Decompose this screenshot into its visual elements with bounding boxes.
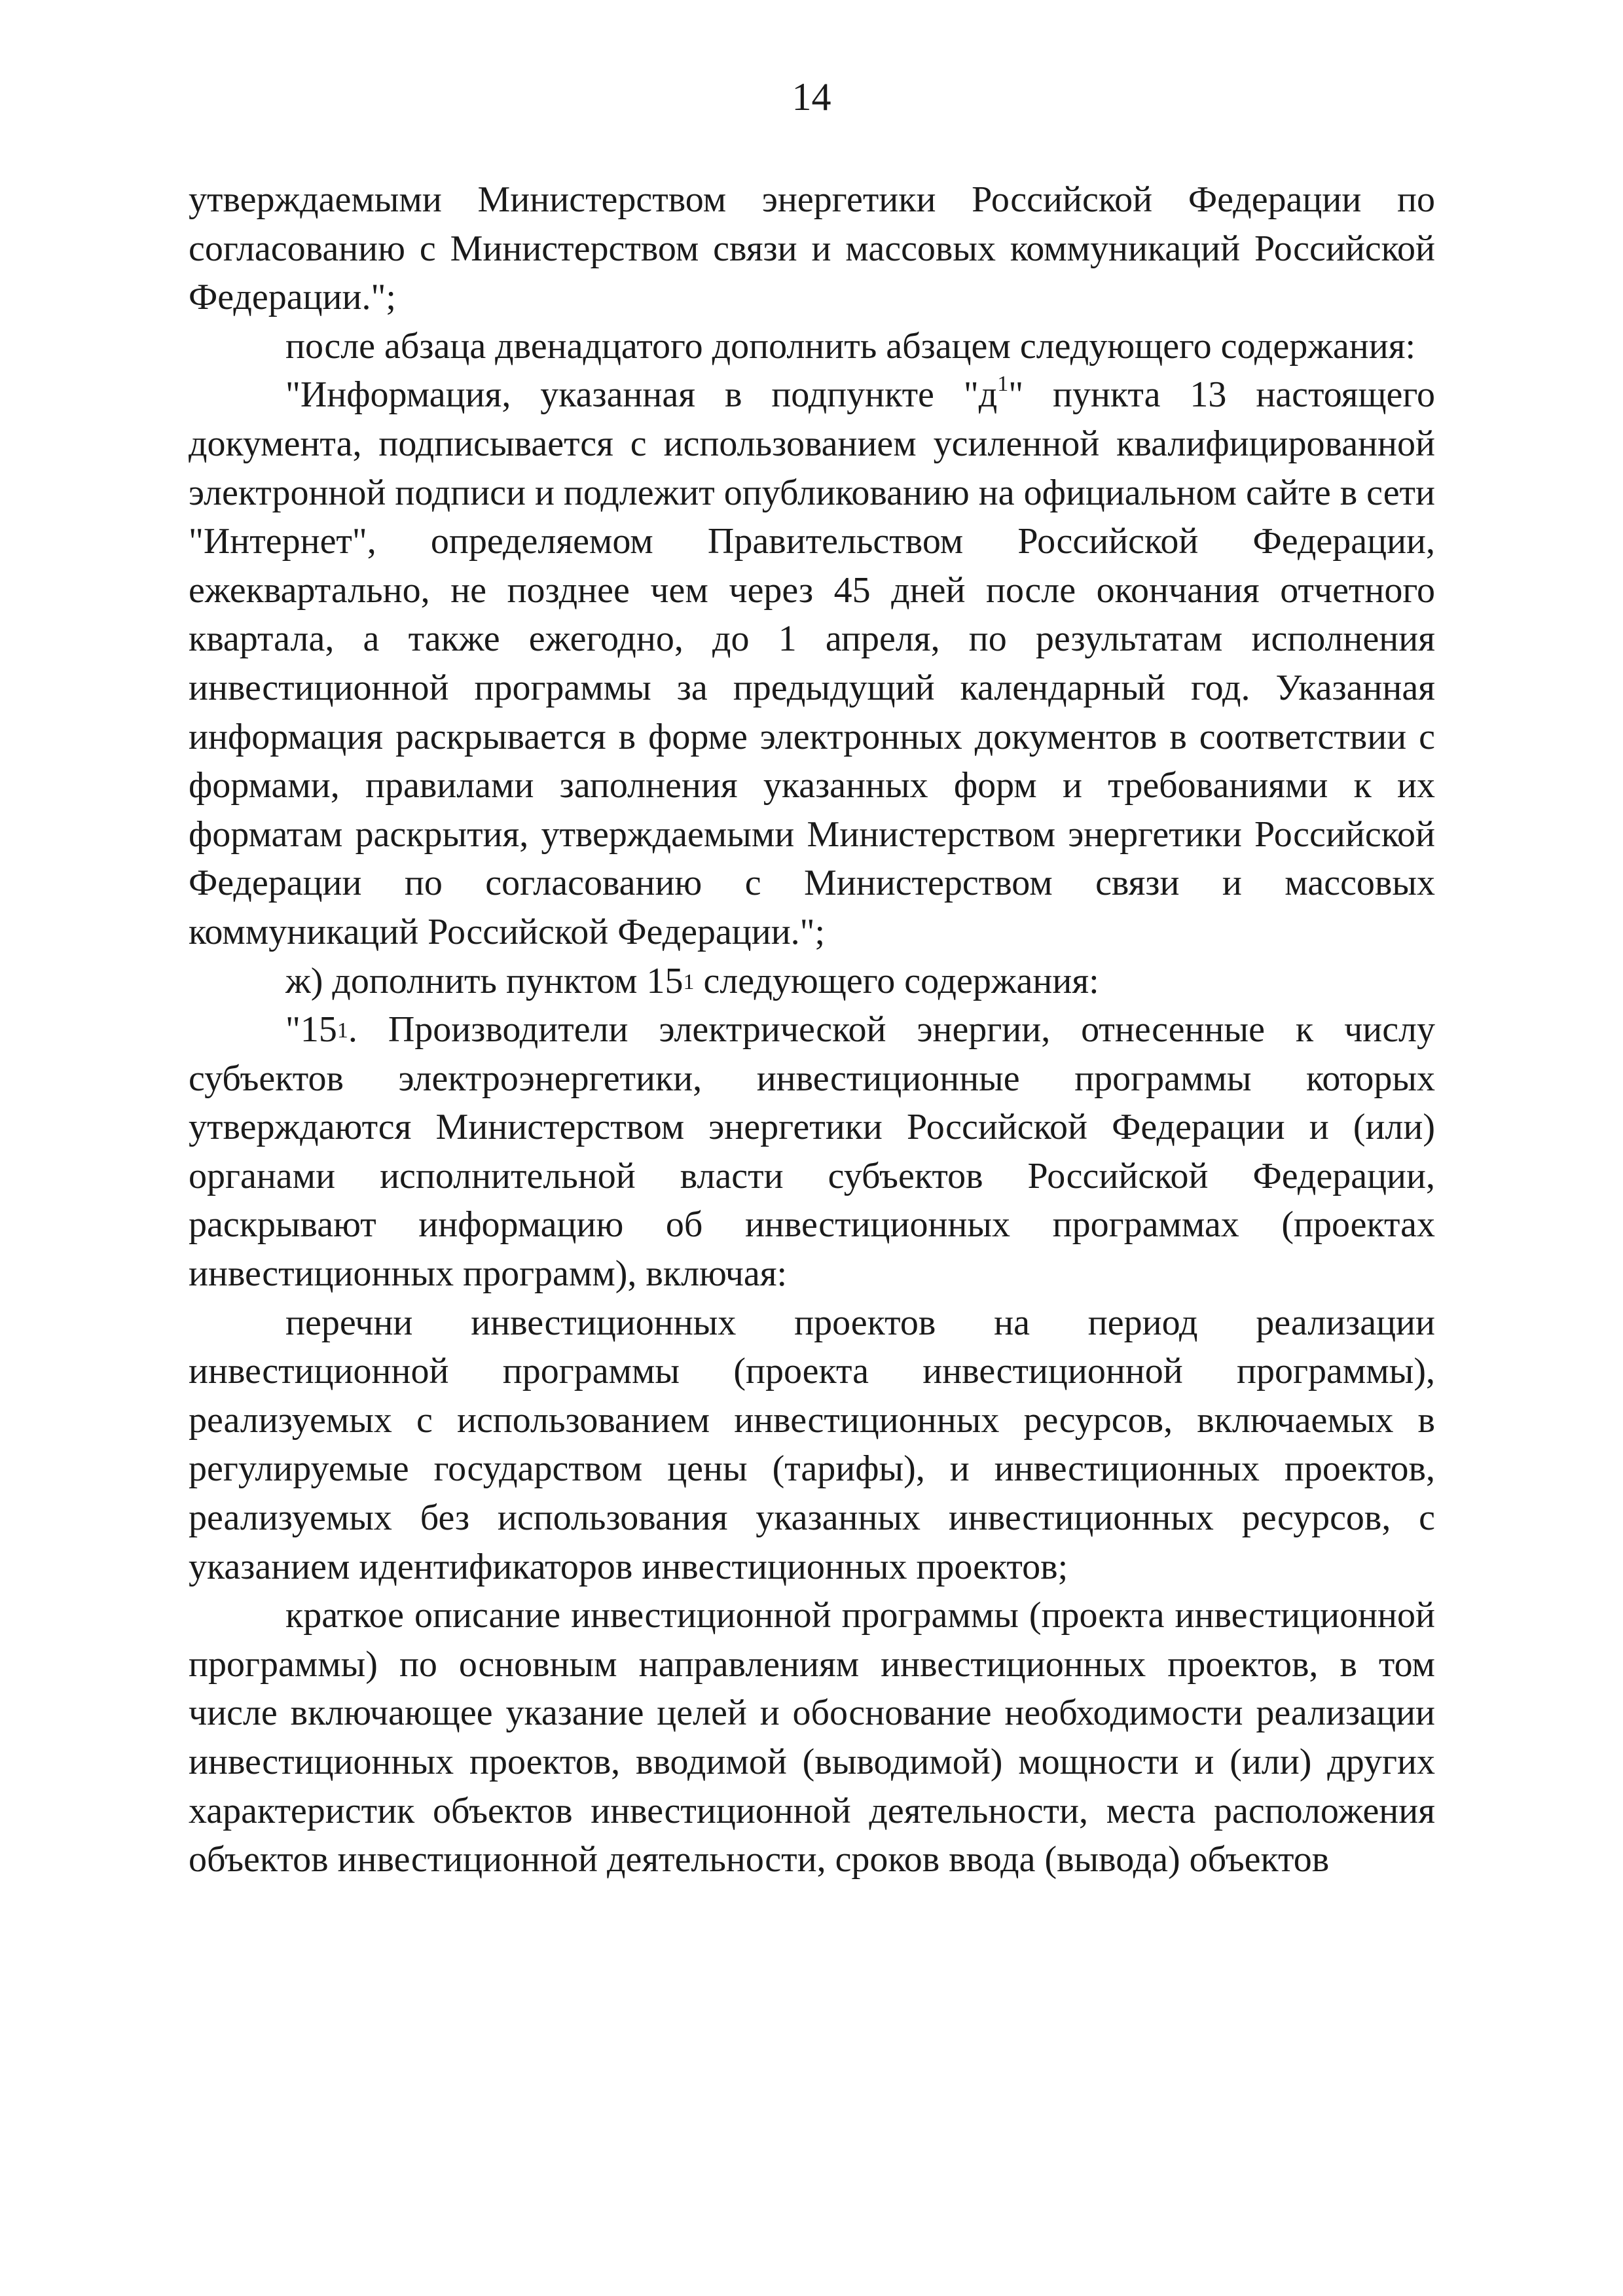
- paragraph: [189, 175, 1435, 322]
- page-number: 14: [792, 75, 831, 118]
- paragraph-text: " пункта 13 настоящего документа, подписывается с использованием усиленной квалифицированной электронной подписи и подлежит опубликованию на официальном сайте в сети "Интернет", определяемом Правительством Российской Федерации, ежеквартально, не позднее чем через 45 дней после окончания отчетного квартала, а также ежегодно, до 1 апреля, по результатам исполнения инвестиционной программы за предыдущий календарный год. Указанная информация раскрывается в форме электронных документов в соответствии с формами, правилами заполнения указанных форм и требованиями к их форматам раскрытия, утверждаемыми Министерством энергетики Российской Федерации по согласованию с Министерством связи и массовых коммуникаций Российской Федерации.";: [189, 374, 1435, 952]
- paragraph-text: "Информация, указанная в подпункте "д: [285, 374, 998, 416]
- superscript: 1: [997, 372, 1009, 397]
- superscript: 1: [683, 969, 695, 994]
- paragraph-text: "15: [285, 1009, 337, 1050]
- paragraph-text: ж) дополнить пунктом 15: [285, 960, 684, 1001]
- paragraph: [189, 322, 1435, 371]
- paragraph: [189, 1299, 1435, 1592]
- paragraph-text: следующего содержания:: [694, 960, 1099, 1001]
- paragraph: [189, 1591, 1435, 1884]
- paragraph-text: перечни инвестиционных проектов на период реализации инвестиционной программы (проекта инвестиционной программы), реализуемых с использованием инвестиционных ресурсов, включаемых в регулируемые государством цены (тарифы), и инвестиционных проектов, реализуемых без использования указанных инвестиционных ресурсов, с указанием идентификаторов инвестиционных проектов;: [189, 1302, 1435, 1587]
- paragraph-text: . Производители электрической энергии, отнесенные к числу субъектов электроэнергетики, инвестиционные программы которых утверждаются Министерством энергетики Российской Федерации и (или) органами исполнительной власти субъектов Российской Федерации, раскрывают информацию об инвестиционных программах (проектах инвестиционных программ), включая:: [189, 1009, 1435, 1295]
- paragraph-text: после абзаца двенадцатого дополнить абзацем следующего содержания:: [285, 325, 1416, 367]
- paragraph-text: краткое описание инвестиционной программы (проекта инвестиционной программы) по основным направлениям инвестиционных проектов, в том числе включающее указание целей и обоснование необходимости реализации инвестиционных проектов, вводимой (выводимой) мощности и (или) других характеристик объектов инвестиционной деятельности, места расположения объектов инвестиционной деятельности, сроков ввода (вывода) объектов: [189, 1595, 1435, 1880]
- superscript: 1: [337, 1018, 348, 1043]
- paragraph: [189, 1005, 1435, 1299]
- paragraph: [189, 957, 1435, 1006]
- paragraph: [189, 370, 1435, 956]
- paragraph-text: утверждаемыми Министерством энергетики Российской Федерации по согласованию с Министерством связи и массовых коммуникаций Российской Федерации.";: [189, 179, 1435, 318]
- body-text: [189, 175, 1435, 1884]
